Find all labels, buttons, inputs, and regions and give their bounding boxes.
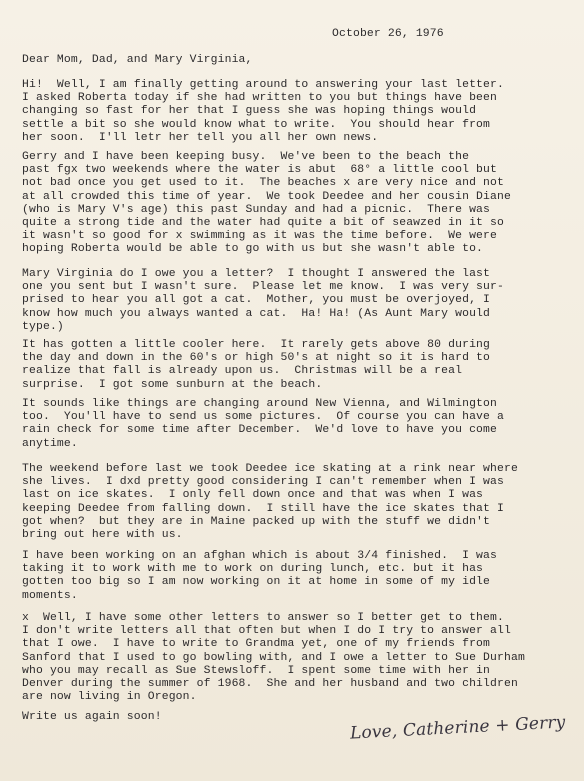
paragraph-8: x Well, I have some other letters to answer so I better get to them. I don't write letters all that often but when I do I try to answer all that I owe. I have to write to Grandma yet, one of my friends from Sanford that I used to go bowling with, and I owe a letter to Sue Durham who you may recall as Sue Stewsloff. I spent some time with her in Denver during the summer of 1968. She and her husband and two children are now living in Oregon. bbox=[22, 612, 525, 704]
paragraph-5: It sounds like things are changing around New Vienna, and Wilmington too. You'll have to send us some pictures. Of course you can have a rain check for some time after December. We'd love to have you come anytime. bbox=[22, 398, 504, 450]
salutation: Dear Mom, Dad, and Mary Virginia, bbox=[22, 54, 253, 66]
closing-line: Write us again soon! bbox=[22, 711, 162, 723]
paragraph-3: Mary Virginia do I owe you a letter? I thought I answered the last one you sent but I wasn't sure. Please let me know. I was very sur- prised to hear you all got a cat. Mother, you must be overjoyed, I know how much you always wanted a cat. Ha! Ha! (As Aunt Mary would type.) bbox=[22, 268, 504, 333]
paragraph-7: I have been working on an afghan which is about 3/4 finished. I was taking it to work with me to work on during lunch, etc. but it has gotten too big so I am now working on it at home in some of my idle moments. bbox=[22, 550, 498, 602]
paragraph-6: The weekend before last we took Deedee ice skating at a rink near where she lives. I dxd pretty good considering I can't remember when I was last on ice skates. I only fell down once and that was when I was keeping Deedee from falling down. I still have the ice skates that I got when? but they are in Maine packed up with the stuff we didn't bring out here with us. bbox=[22, 463, 518, 542]
handwritten-signature: Love, Catherine + Gerry bbox=[349, 712, 566, 744]
paragraph-4: It has gotten a little cooler here. It rarely gets above 80 during the day and down in the 60's or high 50's at night so it is hard to realize that fall is already upon us. Christmas will be a real surprise. I got some sunburn at the beach. bbox=[22, 339, 491, 391]
letter-date: October 26, 1976 bbox=[332, 28, 444, 40]
paragraph-1: Hi! Well, I am finally getting around to answering your last letter. I asked Roberta today if she had written to you but things have been changing so fast for her that I guess she was hoping things would settle a bit so she would know what to write. You should hear from her soon. I'll letr her tell you all her own news. bbox=[22, 79, 504, 144]
paragraph-2: Gerry and I have been keeping busy. We've been to the beach the past fgx two weekends where the water is abut 68° a little cool but not bad once you get used to it. The beaches x are very nice and not at all crowded this time of year. We took Deedee and her cousin Diane (who is Mary V's age) this past Sunday and had a picnic. There was quite a strong tide and the water had quite a bit of seawzed in it so it wasn't so good for x swimming as it was the time before. We were hoping Roberta would be able to go with us but she wasn't able to. bbox=[22, 151, 511, 256]
